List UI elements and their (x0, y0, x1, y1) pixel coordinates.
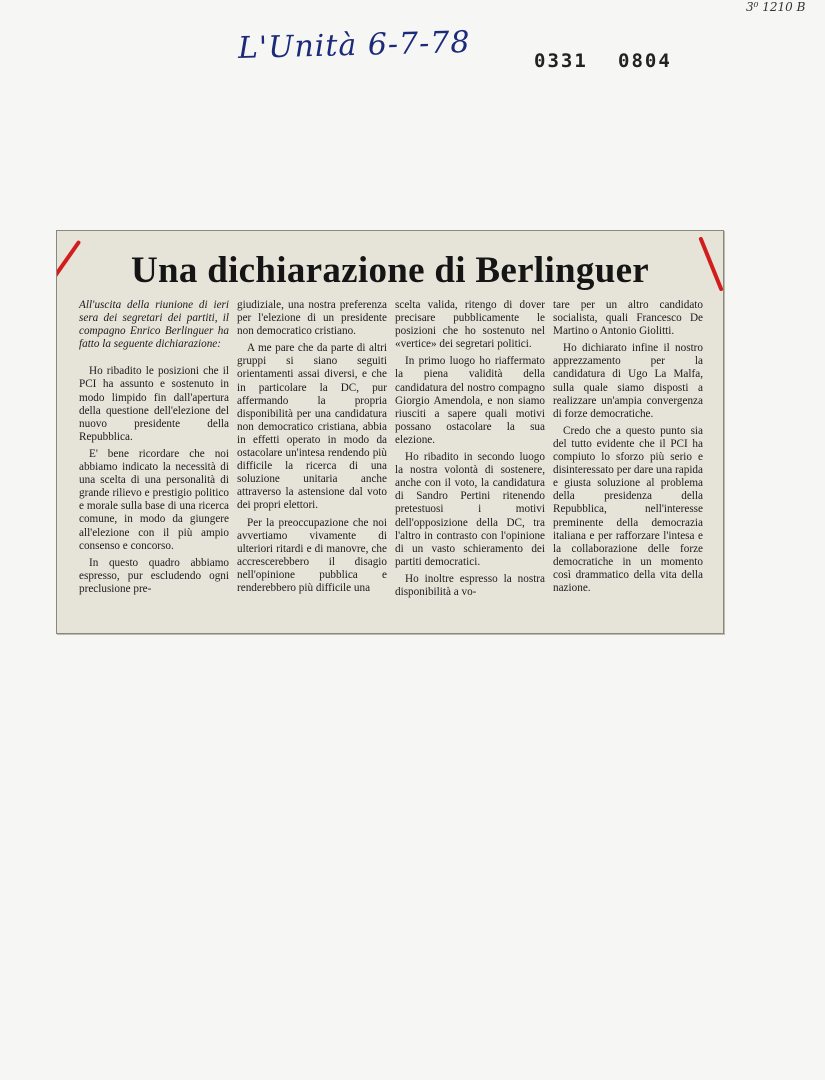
article-column-2 (237, 299, 387, 599)
article-paragraph: Per la preoccupazione che noi avvertiamo vivamente di ulteriori ritardi e di manovre, che accrescerebbero il disagio nell'opinione pubblica e renderebbero più difficile una (237, 516, 387, 594)
archive-number-2: 0804 (618, 50, 672, 72)
archive-number-1: 0331 (534, 50, 588, 72)
article-column-4 (553, 299, 703, 599)
article-paragraph: tare per un altro candidato socialista, quali Francesco De Martino o Antonio Giolitti. (553, 299, 703, 338)
article-paragraph: scelta valida, ritengo di dover precisare pubblicamente le posizioni che ho sostenuto nel «vertice» dei segretari politici. (395, 299, 545, 351)
article-paragraph: A me pare che da parte di altri gruppi si siano seguiti orientamenti assai diversi, e che in particolare la DC, pur affermando la propria disponibilità per una candidatura non democratico cristiana, abbia in effetti operato in modo da ostacolare un'intesa rendendo più difficile la ricerca di una soluzione unitaria anche attraverso la astensione dal voto dei propri elettori. (237, 342, 387, 512)
article-paragraph: E' bene ricordare che noi abbiamo indicato la necessità di una scelta di una personalità di grande rilievo e prestigio politico e morale sulla base di una ricerca comune, in modo da giungere all'elezione con il più ampio consenso e concorso. (79, 447, 229, 552)
article-paragraph: In questo quadro abbiamo espresso, pur escludendo ogni preclusione pre- (79, 556, 229, 595)
article-paragraph: Ho ribadito in secondo luogo la nostra volontà di sostenere, anche con il voto, la candidatura di Sandro Pertini ritenendo pretestuosi i motivi dell'opposizione della DC, tra l'altro in contrasto con l'opinione di un vasto schieramento dei partiti democratici. (395, 451, 545, 568)
article-column-1 (79, 299, 229, 600)
article-paragraph: Ho ribadito le posizioni che il PCI ha assunto e sostenuto in modo limpido fin dall'apertura della questione dell'elezione del nuovo presidente della Repubblica. (79, 365, 229, 443)
handwritten-source-note: L'Unità 6-7-78 (237, 24, 471, 67)
corner-mark: 3⁰ 1210 B (746, 0, 806, 14)
article-column-3 (395, 299, 545, 603)
article-paragraph: giudiziale, una nostra preferenza per l'elezione di un presidente non democratico cristiano. (237, 299, 387, 338)
article-intro: All'uscita della riunione di ieri sera dei segretari dei partiti, il compagno Enrico Berlinguer ha fatto la seguente dichiarazione: (79, 299, 229, 351)
article-paragraph: Ho inoltre espresso la nostra disponibilità a vo- (395, 572, 545, 598)
article-paragraph: Ho dichiarato infine il nostro apprezzamento per la candidatura di Ugo La Malfa, sulla quale siamo disposti a realizzare un'ampia convergenza di forze democratiche. (553, 342, 703, 420)
newspaper-clipping (56, 230, 724, 634)
article-paragraph: In primo luogo ho riaffermato la piena validità della candidatura del nostro compagno Giorgio Amendola, e non siamo riusciti a sapere quali motivi possano ostacolare la sua elezione. (395, 355, 545, 446)
article-paragraph: Credo che a questo punto sia del tutto evidente che il PCI ha compiuto lo sforzo più serio e disinteressato per dare una rapida e giusta soluzione al problema della presidenza della Repubblica, nell'interesse preminente della democrazia italiana e per rafforzare l'intesa e la collaborazione delle forze democratiche in un momento così drammatico della vita della nazione. (553, 424, 703, 594)
article-headline: Una dichiarazione di Berlinguer (130, 250, 650, 291)
